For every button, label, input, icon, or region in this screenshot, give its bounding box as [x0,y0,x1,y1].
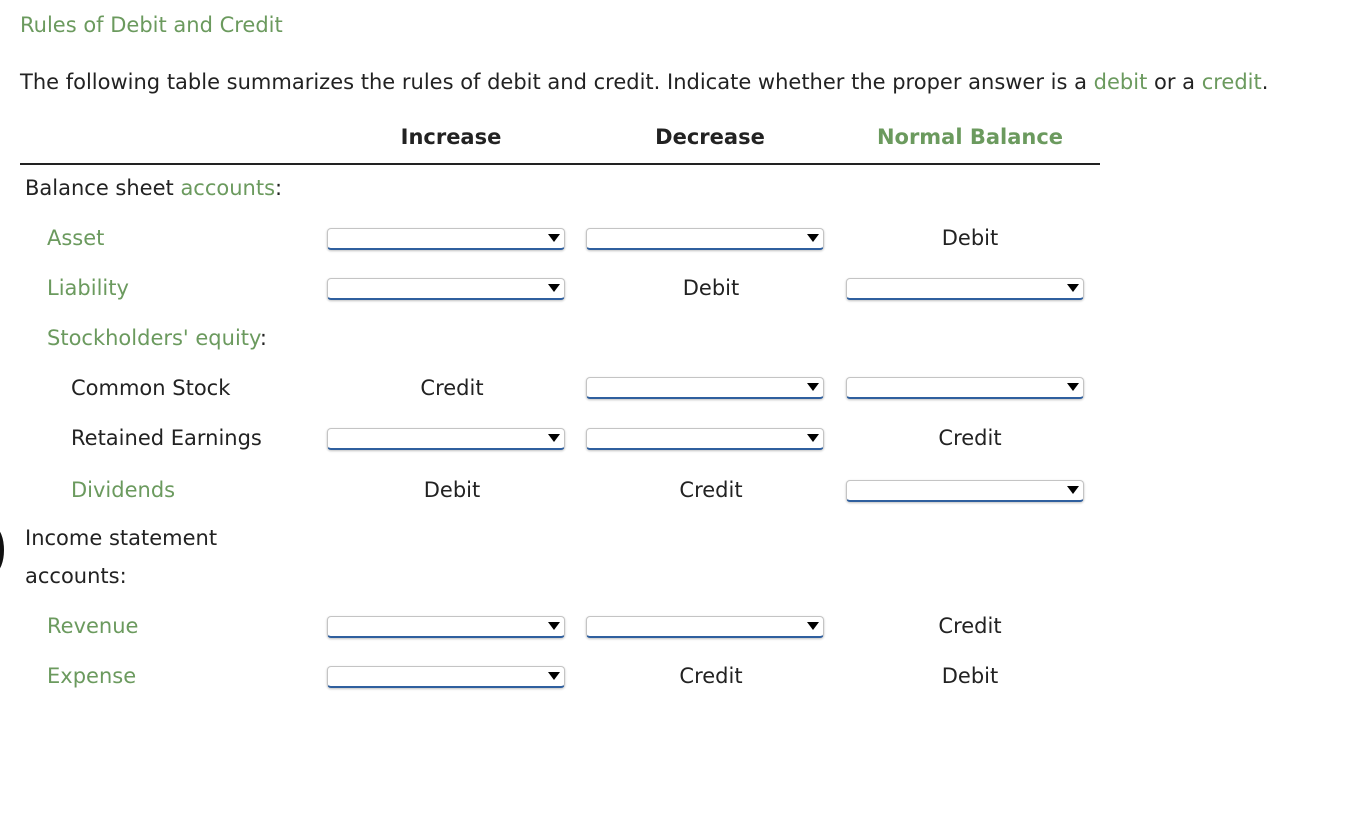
row-label-expense[interactable]: Expense [47,664,137,688]
liability-normal-balance-dropdown[interactable] [846,278,1084,300]
common-stock-decrease-dropdown[interactable] [586,377,824,399]
expense-increase-dropdown[interactable] [327,666,565,688]
row-label-revenue[interactable]: Revenue [47,614,139,638]
expense-decrease: Credit [679,664,743,688]
accounts-link[interactable]: accounts [180,176,276,200]
retained-earnings-normal-balance: Credit [938,426,1002,450]
caret-down-icon [548,284,560,292]
page-title: Rules of Debit and Credit [20,13,283,37]
row-label-common-stock: Common Stock [71,376,231,400]
liability-decrease: Debit [682,276,740,300]
row-label-dividends[interactable]: Dividends [71,478,176,502]
section-balance-sheet [25,176,282,200]
section-colon: : [275,176,283,200]
common-stock-normal-balance-dropdown[interactable] [846,377,1084,399]
caret-down-icon [1067,486,1079,494]
edge-marker [0,528,4,572]
dividends-increase: Debit [423,478,481,502]
header-normal-balance[interactable]: Normal Balance [876,125,1064,149]
caret-down-icon [1067,284,1079,292]
caret-down-icon [548,672,560,680]
caret-down-icon [807,622,819,630]
debit-link[interactable]: debit [1093,70,1148,94]
credit-link[interactable]: credit [1201,70,1262,94]
asset-decrease-dropdown[interactable] [586,228,824,250]
instructions-end: . [1261,70,1269,94]
instructions-middle: or a [1147,70,1202,94]
stockholders-label: Stockholders' [47,326,196,350]
asset-increase-dropdown[interactable] [327,228,565,250]
revenue-normal-balance: Credit [938,614,1002,638]
instructions-text: The following table summarizes the rules of debit and credit. Indicate whether the proper answer is a [20,70,1094,94]
instructions [20,70,1268,94]
row-label-liability[interactable]: Liability [47,276,129,300]
equity-link[interactable]: equity [195,326,260,350]
asset-normal-balance: Debit [941,226,999,250]
section-income-statement-line1: Income statement [25,526,218,550]
header-decrease: Decrease [655,125,765,149]
row-label-asset[interactable]: Asset [47,226,105,250]
section-stockholders-equity [47,326,267,350]
header-divider [20,163,1100,165]
section-colon: : [259,326,267,350]
caret-down-icon [548,234,560,242]
caret-down-icon [1067,383,1079,391]
liability-increase-dropdown[interactable] [327,278,565,300]
caret-down-icon [807,383,819,391]
caret-down-icon [548,434,560,442]
caret-down-icon [548,622,560,630]
retained-earnings-increase-dropdown[interactable] [327,428,565,450]
dividends-normal-balance-dropdown[interactable] [846,480,1084,502]
common-stock-increase: Credit [420,376,484,400]
revenue-decrease-dropdown[interactable] [586,616,824,638]
retained-earnings-decrease-dropdown[interactable] [586,428,824,450]
header-increase: Increase [400,125,502,149]
dividends-decrease: Credit [679,478,743,502]
row-label-retained-earnings: Retained Earnings [71,426,262,450]
revenue-increase-dropdown[interactable] [327,616,565,638]
caret-down-icon [807,434,819,442]
expense-normal-balance: Debit [941,664,999,688]
section-income-statement-line2: accounts: [25,564,127,588]
section-balance-sheet-label: Balance sheet [25,176,181,200]
caret-down-icon [807,234,819,242]
